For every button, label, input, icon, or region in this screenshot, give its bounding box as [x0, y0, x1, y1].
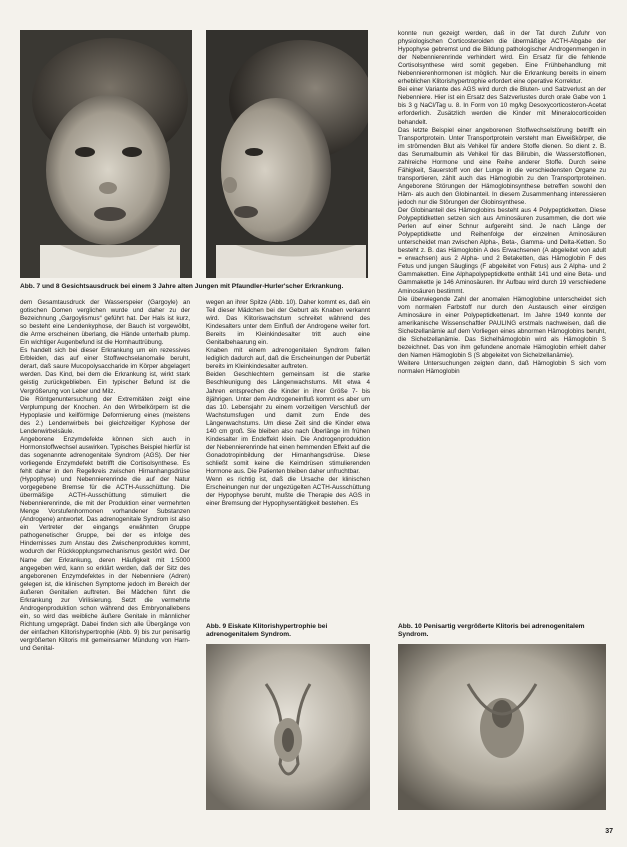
- photo-clinical-fig-10: [398, 644, 606, 810]
- paragraph: Angeborene Enzymdefekte können sich auch in Hormonstoffwechsel auswirken. Typisches Beispiel hierfür ist das sogenannte adrenogenitale Syndrom (AGS). Der hier vorliegende Enzymdefekt betrifft die Cortisolsynthese. Es fehlt daher in den Regelkreis zwischen Hirnanhangsdrüse (Hypophyse) und Nebennierenrinde die auf der Natur vorgegebene Bremse für die ACTH-Ausschüttung. Die übermäßige ACTH-Ausschüttung stimuliert die Nebennierenrinde, die mit der Produktion einer vermehrten Menge Vorstufenhormonen vorhandener Substanzen (Androgene) antwortet. Das adrenogenitale Syndrom ist also ein Vertreter der eingangs erwähnten Gruppe pathogenetischer Gruppe, bei der es infolge des Hindernisses zum Anstau des Zwischenproduktes kommt, wodurch der Rückkopplungsmechanismus gestört wird. Der Name der Erkrankung, deren Häufigkeit mit 1:5000 angegeben wird, kann so erklärt werden, daß der Sitz des angeborenen Enzymdefektes in der Nebenniere (Adren) gelegen ist, die klinischen Symptome jedoch im Bereich der äußeren Genitalien auftreten. Bei Mädchen führt die Erkrankung zur Virilisierung. Setzt die vermehrte Androgenproduktion schon während des Embryonallebens ein, so wird das weibliche äußere Genitale in männlicher Richtung umgeprägt. Dabei finden sich alle Übergänge von der einfachen Klitorishypertrophie (Abb. 9) bis zur penisartig vergrößerten Klitoris mit gemeinsamer Mündung von Harn- und Genital-: [20, 435, 190, 653]
- paragraph: konnte nun gezeigt werden, daß in der Tat durch Zufuhr von physiologischen Corticosteroiden die übermäßige ACTH-Abgabe der Hypophyse gebremst und die Bildung pathologischer Androgenmengen in der Nebennierenrinde verhindert wird. Ein Ersatz für die fehlende Cortisolsynthese wird somit gegeben. Eine Frühbehandlung mit Nebennierenhormonen ist möglich. Nur die Erkrankung bereits in einem erheblichen Klitorishypertrophie erfordert eine operative Korrektur.: [398, 30, 606, 86]
- paragraph: Wenn es richtig ist, daß die Ursache der klinischen Erscheinungen nur der ungezügelten ACTH-Ausschüttung der Hypophyse beruht, mußte die Therapie des AGS in einer Bremsung der Hypophysentätigkeit bestehen. Es: [206, 476, 370, 508]
- caption-fig-7-8: Abb. 7 und 8 Gesichtsausdruck bei einem 3 Jahre alten Jungen mit Pfaundler-Hurler'scher Erkrankung.: [20, 283, 344, 290]
- page-number: 37: [605, 828, 613, 835]
- text-column-left: [20, 299, 190, 831]
- photo-child-face-2: [206, 30, 368, 278]
- paragraph: Die Röntgenuntersuchung der Extremitäten zeigt eine Verplumpung der Knochen. An den Wirbelkörpern ist die Hypoplasie und keilförmige Deformierung eines (meistens des 2.) Lendenwirbels bei gleichzeitiger Kyphose der Lendenwirbelsäule.: [20, 395, 190, 435]
- paragraph: Knaben mit einem adrenogenitalen Syndrom fallen lediglich dadurch auf, daß die Erscheinungen der Pubertät bereits im Kleinkindesalter auftreten.: [206, 347, 370, 371]
- caption-fig-10: Abb. 10 Penisartig vergrößerte Klitoris bei adrenogenitalem Syndrom.: [398, 623, 585, 638]
- text-column-middle: [206, 299, 370, 615]
- photo-child-face-1: [20, 30, 192, 278]
- paragraph: Das letzte Beispiel einer angeborenen Stoffwechselstörung betrifft ein Transportprotein. Unter Transportprotein versteht man Eiweißkörper, die im strömenden Blut als Vehikel für andere Stoffe dienen. So dient z. B. das Serumalbumin als Vehikel für das Bilirubin, die Wasserstoffionen, zahlreiche Hormone und eine Reihe anderer Stoffe. Durch seine Fähigkeit, Sauerstoff von der Lunge in die verschiedensten Organe zu transportieren, zählt auch das Hämoglobin zu den Transportproteinen. Angeborene Störungen der Hämoglobinsynthese betreffen sowohl den Häm- als auch den Globinanteil. In diesem Zusammenhang interessieren jedoch nur die Störungen der Globinsynthese.: [398, 126, 606, 206]
- caption-fig-9: Abb. 9 Eiskate Klitorishypertrophie bei adrenogenitalem Syndrom.: [206, 623, 328, 638]
- paragraph: dem Gesamtausdruck der Wasserspeier (Gargoyle) an gotischen Domen verglichen wurde und daher zu der Bezeichnung „Gargoylismus“ geführt hat. Der Hals ist kurz, so besteht eine Lendenkyphose, der Bauch ist vorgewölbt, die Arme erscheinen überlang, die Hände unterhalb plump. Ein wichtiger Augenbefund ist die Hornhauttrübung.: [20, 299, 190, 347]
- paragraph: Beiden Geschlechtern gemeinsam ist die starke Beschleunigung des Längenwachstums. Mit etwa 4 Jahren entsprechen die Kinder in ihrer Größe 7- bis 8jährigen. Unter dem Androgeneinfluß kommt es aber um das 10. Lebensjahr zu einem vorzeitigen Verschluß der Wachstumsfugen und damit zum Ende des Längenwachstums. Um diese Zeit sind die Kinder etwa 140 cm groß. Sie bleiben also nach Überlänge im frühen Kindesalter im Endeffekt klein. Die Androgenproduktion der Nebennierenrinde hat einen hemmenden Effekt auf die Gonadotropinbildung der Hirnanhangsdrüse. Diese schließt somit keine die Keimdrüsen stimulierenden Hormone aus. Die Patienten bleiben daher unfruchtbar.: [206, 371, 370, 475]
- paragraph: Weitere Untersuchungen zeigten dann, daß Hämoglobin S sich vom normalen Hämoglobin: [398, 359, 606, 375]
- paragraph: Es handelt sich bei dieser Erkrankung um ein rezessives Erbleiden, das auf einer Stoffwechselanomalie beruht, derart, daß saure Mucopolysaccharide im Körper abgelagert werden. Das Kind, bei dem die Erkrankung ist, wirkt stark geistig zurückgeblieben. Ein typischer Befund ist die Vergrößerung von Leber und Milz.: [20, 347, 190, 395]
- photo-clinical-fig-9: [206, 644, 370, 810]
- text-column-right: [398, 30, 606, 626]
- paragraph: Die überwiegende Zahl der anomalen Hämoglobine unterscheidet sich vom normalen Farbstoff nur durch den Austausch einer einzigen Aminosäure in einer Polypeptidkettenart. Im Jahre 1949 konnte der amerikanische Wissenschaftler PAULING erstmals nachweisen, daß die Sichelzellanämie auf dem Vorliegen eines abnormen Hämoglobins beruht, die Sichelzellanämie. Das Sichelhämoglobin wird als Hämoglobin S bezeichnet. Das von ihm gefundene anomale Hämoglobin erhielt daher den Namen Hämoglobin S (S abgeleitet von Sichelzellanämie).: [398, 295, 606, 359]
- paragraph: Der Globinanteil des Hämoglobins besteht aus 4 Polypeptidketten. Diese Polypeptidketten setzen sich aus Aminosäuren zusammen, die dort wie Perlen auf einer Schnur aufgereiht sind. Je nach Länge der Polypeptidkette und Reihenfolge der einzelnen Aminosäuren unterscheidet man zwischen Alpha-, Beta-, Gamma- und Delta-Ketten. So besteht z. B. das Hämoglobin A des Erwachsenen (A abgeleitet von adult = erwachsen) aus 2 Alpha- und 2 Betaketten, das Hämoglobin F des Fetus und jungen Säuglings (F abgeleitet von Fetus) aus 2 Alpha- und 2 Gammaketten. Eine Alphapolypeptidkette enthält 141 und eine Beta- und Gammakette je 146 Aminosäuren. Ihr Aufbau wird durch 19 verschiedene Aminosäuren bestimmt.: [398, 207, 606, 295]
- paragraph: wegen an ihrer Spitze (Abb. 10). Daher kommt es, daß ein Teil dieser Mädchen bei der Geburt als Knaben verkannt wird. Das Klitoriswachstum schreitet während des Kindesalters unter dem Einfluß der Androgene weiter fort. Bereits im Kleinkindesalter tritt auch eine Genitalbehaarung ein.: [206, 299, 370, 347]
- paragraph: Bei einer Variante des AGS wird durch die Bluten- und Salzverlust an der Nebenniere. Hier ist ein Ersatz des Salzverlustes durch orale Gabe von 1 bis 3 g NaCl/Tag u. 8. In Form von 10 mg/kg Desoxycorticosteron-Acetat erforderlich. Zusätzlich werden die Kinder mit Mineralocorticoiden behandelt.: [398, 86, 606, 126]
